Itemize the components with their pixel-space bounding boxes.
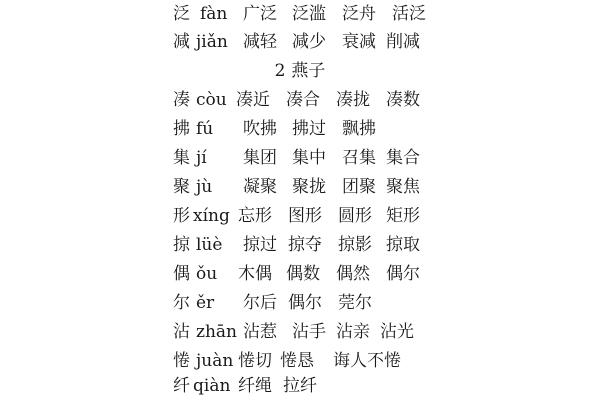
- vocab-char: 惓: [173, 351, 190, 371]
- vocab-word: 凑拢: [336, 90, 370, 110]
- vocab-word: 团聚: [342, 177, 376, 197]
- vocab-word: 集中: [292, 148, 326, 168]
- vocab-pinyin: jù: [196, 177, 213, 197]
- vocab-pinyin: ǒu: [196, 264, 218, 284]
- vocab-word: 拉纤: [283, 376, 317, 396]
- vocab-word: 诲人不惓: [333, 351, 401, 371]
- vocab-word: 集团: [243, 148, 277, 168]
- vocab-word: 拂过: [292, 119, 326, 139]
- vocab-pinyin: ěr: [196, 293, 215, 313]
- vocab-word: 掠过: [243, 235, 277, 255]
- lesson-number: 2: [274, 61, 286, 81]
- vocab-char: 形: [173, 206, 190, 226]
- vocab-word: 沾惹: [243, 322, 277, 342]
- vocab-word: 掠夺: [288, 235, 322, 255]
- vocab-word: 凑近: [236, 90, 270, 110]
- vocab-char: 聚: [173, 177, 190, 197]
- vocab-word: 聚拢: [292, 177, 326, 197]
- vocab-word: 召集: [342, 148, 376, 168]
- vocab-word: 泛舟: [342, 4, 376, 24]
- vocab-word: 削减: [386, 32, 420, 52]
- vocab-word: 吹拂: [243, 119, 277, 139]
- vocab-pinyin: jí: [196, 148, 207, 168]
- vocab-word: 泛滥: [292, 4, 326, 24]
- vocab-word: 凑合: [286, 90, 320, 110]
- vocab-word: 惓恳: [280, 351, 314, 371]
- vocab-char: 掠: [173, 235, 190, 255]
- lesson-title: 燕子: [291, 61, 326, 81]
- vocab-pinyin: juàn: [196, 351, 234, 371]
- vocab-word: 尔后: [243, 293, 277, 313]
- vocab-pinyin: zhān: [196, 322, 237, 342]
- vocab-word: 偶尔: [288, 293, 322, 313]
- vocab-word: 减少: [292, 32, 326, 52]
- vocab-word: 纤绳: [238, 376, 272, 396]
- vocab-word: 沾手: [292, 322, 326, 342]
- vocab-word: 聚焦: [386, 177, 420, 197]
- vocab-word: 掠影: [338, 235, 372, 255]
- vocab-word: 沾光: [380, 322, 414, 342]
- vocab-char: 沾: [173, 322, 190, 342]
- vocab-char: 凑: [173, 90, 190, 110]
- vocab-word: 凝聚: [243, 177, 277, 197]
- vocab-word: 偶数: [286, 264, 320, 284]
- vocab-char: 泛: [173, 4, 190, 24]
- vocab-pinyin: lüè: [196, 235, 223, 255]
- vocab-word: 矩形: [386, 206, 420, 226]
- lesson-heading: [0, 57, 600, 85]
- vocab-char: 拂: [173, 119, 190, 139]
- vocab-pinyin: jiǎn: [196, 32, 228, 52]
- vocab-word: 沾亲: [336, 322, 370, 342]
- vocab-word: 飘拂: [342, 119, 376, 139]
- vocab-word: 凑数: [386, 90, 420, 110]
- vocab-pinyin: fàn: [200, 4, 228, 24]
- vocab-pinyin: qiàn: [193, 376, 231, 396]
- vocab-word: 减轻: [243, 32, 277, 52]
- vocab-word: 图形: [288, 206, 322, 226]
- vocab-pinyin: xíng: [193, 206, 230, 226]
- vocab-word: 集合: [386, 148, 420, 168]
- vocab-word: 掠取: [386, 235, 420, 255]
- vocab-word: 莞尔: [338, 293, 372, 313]
- vocab-pinyin: còu: [196, 90, 227, 110]
- vocab-word: 惓切: [238, 351, 272, 371]
- vocab-word: 活泛: [392, 4, 426, 24]
- vocab-word: 圆形: [338, 206, 372, 226]
- vocab-word: 衰减: [342, 32, 376, 52]
- vocab-word: 偶尔: [386, 264, 420, 284]
- vocab-pinyin: fú: [196, 119, 214, 139]
- vocab-char: 纤: [173, 376, 190, 396]
- vocab-char: 减: [173, 32, 190, 52]
- vocab-word: 木偶: [238, 264, 272, 284]
- vocab-char: 尔: [173, 293, 190, 313]
- vocab-char: 偶: [173, 264, 190, 284]
- vocab-word: 偶然: [336, 264, 370, 284]
- vocab-word: 广泛: [243, 4, 277, 24]
- vocab-char: 集: [173, 148, 190, 168]
- vocab-word: 忘形: [238, 206, 272, 226]
